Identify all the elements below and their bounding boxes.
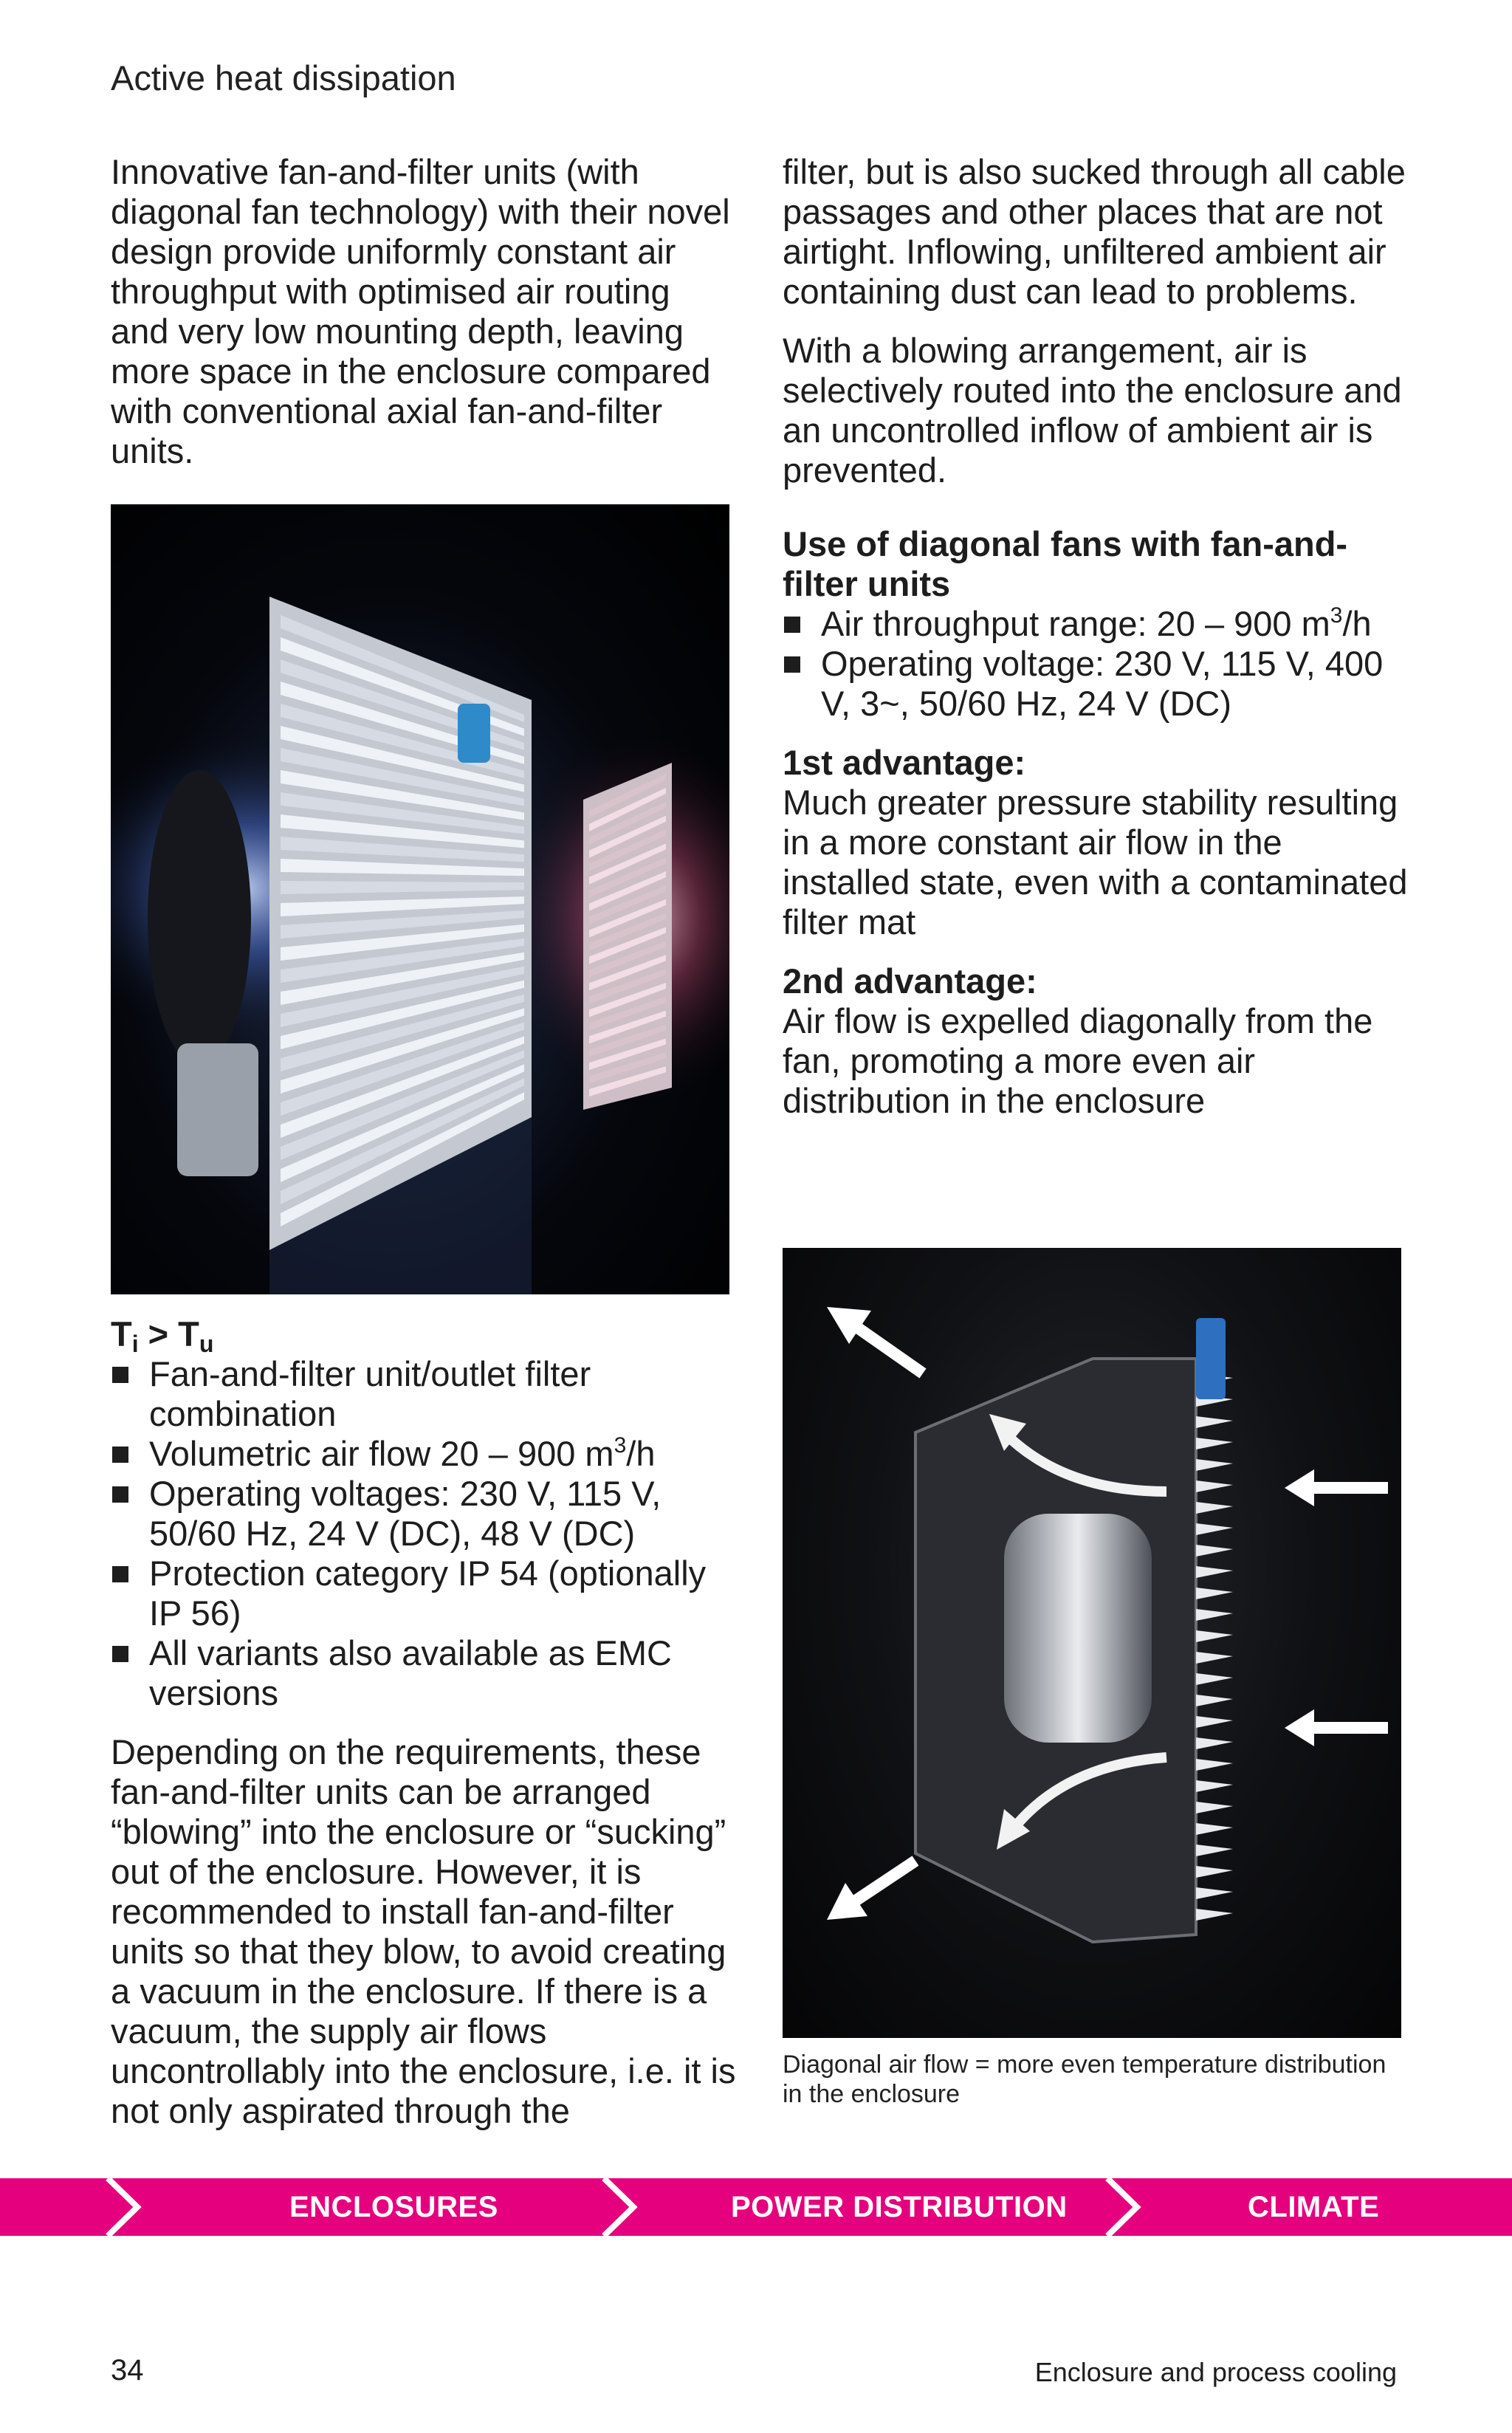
louver-slat (1196, 1845, 1233, 1856)
spec-bullet (111, 1434, 738, 1474)
diagonal-bullet-text: Air throughput range: 20 – 900 m (821, 604, 1330, 643)
arrangement-paragraph: Depending on the requirements, these fan-and-filter units can be arranged “blowing” into the enclosure or “sucking” out of the enclosure. However, it is recommended to install fan-and-filter units so that they blow, to avoid creating a vacuum in the enclosure. If there is a vacuum, the supply air flows uncontrollably into the enclosure, i.e. it is not only aspirated through the (111, 1732, 736, 2130)
first-advantage-heading: 1st advantage: (783, 743, 1026, 782)
spec-bullet-text: Volumetric air flow 20 – 900 m (149, 1434, 614, 1473)
photo-caption: Diagonal air flow = more even temperature distribution in the enclosure (783, 2051, 1386, 2108)
page-number: 34 (111, 2354, 144, 2386)
louver-slat (1196, 1887, 1233, 1899)
louver-slat (1196, 1566, 1233, 1578)
right-column-text (783, 152, 1410, 1140)
louver-slat (1196, 1866, 1233, 1878)
louver-slat (1196, 1737, 1233, 1749)
intro-paragraph: Innovative fan-and-filter units (with diagonal fan technology) with their novel design provide uniformly constant air throughput with optimised air routing and very low mounting depth, leaving more space in the enclosure compared with conventional axial fan-and-filter units. (111, 152, 730, 470)
louver-slat (1196, 1438, 1233, 1449)
nav-item-climate-control[interactable]: CLIMATE CONTROL (1248, 2191, 1397, 2281)
second-advantage-heading: 2nd advantage: (783, 961, 1037, 1001)
louver-slat (1196, 1673, 1233, 1685)
section-navigation-band (0, 2178, 1512, 2281)
blowing-paragraph: With a blowing arrangement, air is selectively routed into the enclosure and an uncontrolled inflow of ambient air is prevented. (783, 331, 1402, 490)
louver-slat (1196, 1823, 1233, 1835)
spec-bullet: All variants also available as EMC versions (111, 1633, 738, 1713)
louver-slat (1196, 1759, 1233, 1771)
spec-bullet: Operating voltages: 230 V, 115 V, 50/60 Hz, 24 V (DC), 48 V (DC) (111, 1474, 738, 1554)
left-column-specs (111, 1314, 738, 2150)
diagonal-bullet (783, 604, 1410, 644)
temp-outer-subscript: u (199, 1331, 214, 1357)
second-advantage-text: Air flow is expelled diagonally from the fan, promoting a more even air distribution in the enclosure (783, 1001, 1373, 1120)
fan-filter-illustration (111, 504, 729, 1294)
temp-inner-subscript: i (131, 1331, 139, 1357)
temp-outer-symbol: > T (138, 1314, 199, 1353)
diagonal-bullet: Operating voltage: 230 V, 115 V, 400 V, 3~, 50/60 Hz, 24 V (DC) (783, 644, 1410, 724)
louver-slat (1196, 1695, 1233, 1706)
fan-filter-units-photo (111, 504, 729, 1294)
spec-bullet: Protection category IP 54 (optionally IP 56) (111, 1554, 738, 1633)
louver-slat (1196, 1630, 1233, 1642)
diagonal-fans-heading: Use of diagonal fans with fan-and-filter units (783, 524, 1348, 603)
louver-slat (1196, 1416, 1233, 1428)
louver-slat (1196, 1480, 1233, 1492)
nav-item-power-distribution[interactable]: POWER DISTRIBUTION (731, 2191, 1068, 2223)
louver-slat (1196, 1780, 1233, 1792)
diagonal-bullet-unit: /h (1342, 604, 1372, 643)
continuation-paragraph: filter, but is also sucked through all cable passages and other places that are not airtight. Inflowing, unfiltered ambient air containing dust can lead to problems. (783, 152, 1406, 311)
temp-inner-symbol: T (111, 1314, 132, 1353)
louver-slat (1196, 1502, 1233, 1514)
diagonal-bullet-superscript: 3 (1330, 603, 1343, 628)
diagonal-airflow-photo (783, 1248, 1401, 2038)
footer-title: Enclosure and process cooling (1034, 2357, 1397, 2387)
diagonal-airflow-illustration (783, 1248, 1401, 2038)
spec-bullet-superscript: 3 (614, 1433, 627, 1458)
louver-slat (1196, 1652, 1233, 1664)
louver-slat (1196, 1609, 1233, 1621)
first-advantage-text: Much greater pressure stability resulting in a more constant air flow in the installed state, even with a contaminated filter mat (783, 783, 1408, 941)
louver-slat (1196, 1523, 1233, 1535)
diagonal-bullet-list (783, 604, 1410, 724)
louver-slat (1196, 1459, 1233, 1471)
louver-slat (1196, 1909, 1233, 1921)
running-header: Active heat dissipation (111, 58, 456, 97)
louver-slat (1196, 1545, 1233, 1557)
spec-bullet-unit: /h (626, 1434, 656, 1473)
louver-slat (1196, 1588, 1233, 1599)
spec-bullet-list (111, 1354, 738, 1713)
spec-bullet: Fan-and-filter unit/outlet filter combination (111, 1354, 738, 1434)
louver-slat (1196, 1716, 1233, 1728)
left-column-intro (111, 152, 731, 490)
temperature-condition-heading (111, 1314, 738, 1357)
nav-item-enclosures[interactable]: ENCLOSURES (289, 2191, 498, 2223)
louver-slat (1196, 1802, 1233, 1813)
